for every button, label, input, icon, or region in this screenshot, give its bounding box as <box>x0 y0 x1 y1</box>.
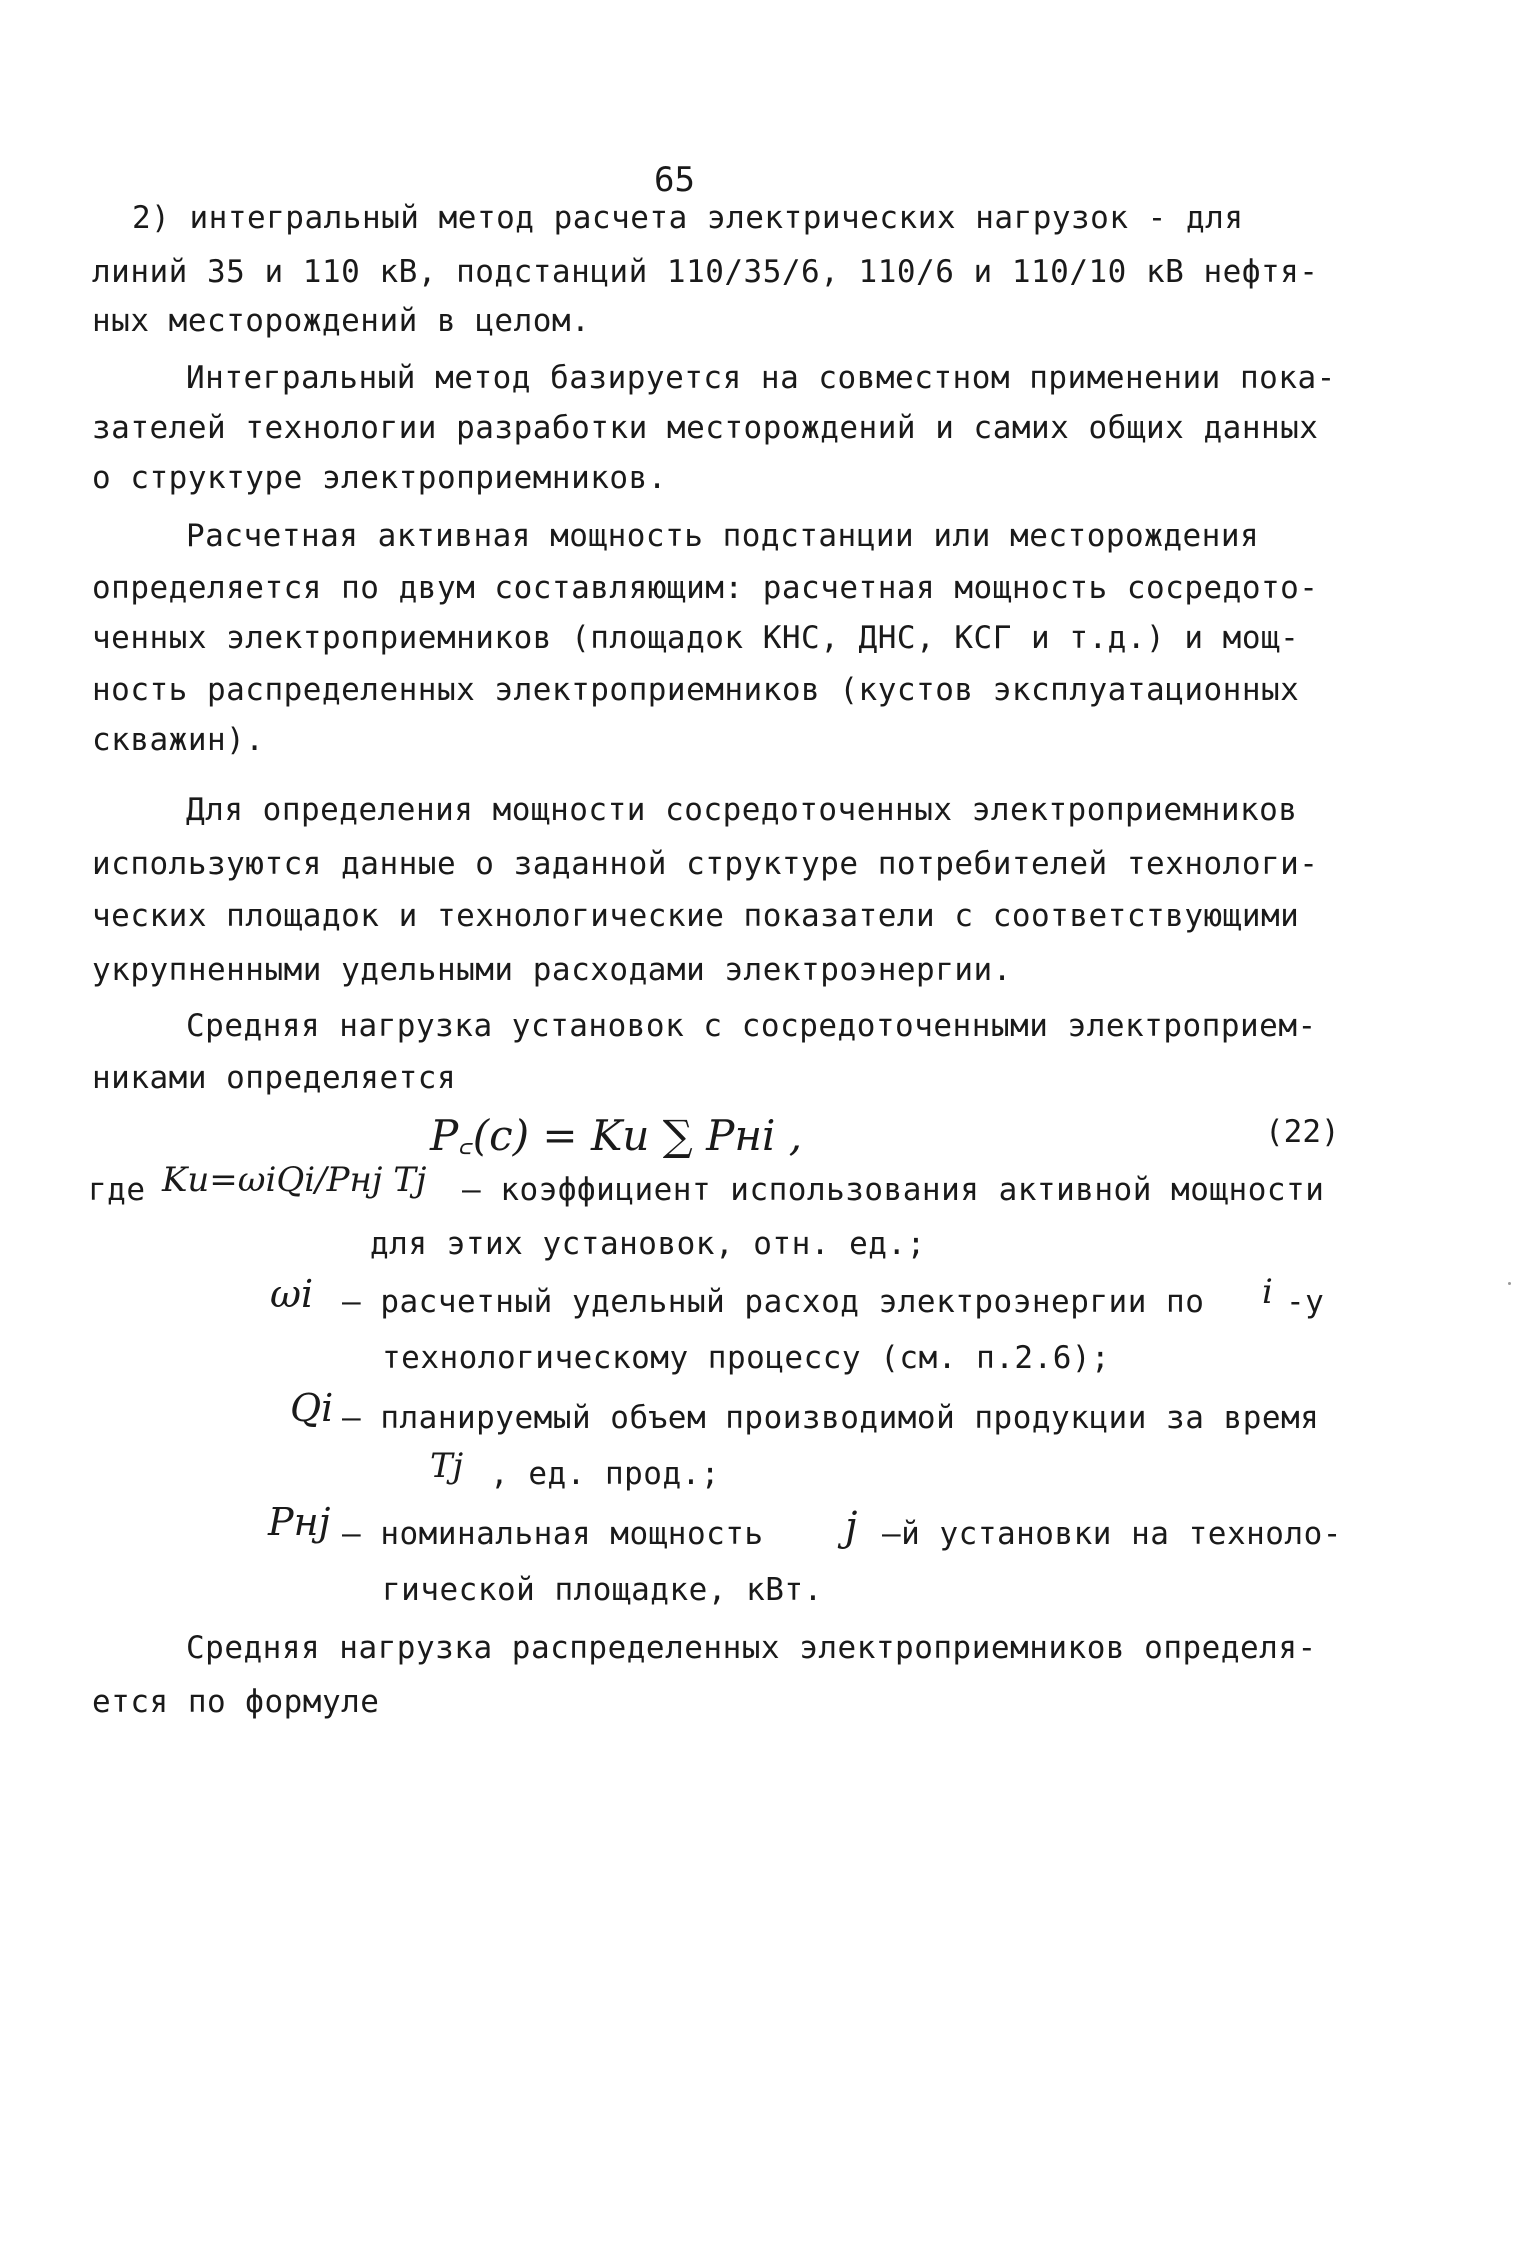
text-line: зателей технологии разработки месторождений и самих общих данных <box>92 410 1319 446</box>
formula-22: P꜀(c) = Kи ∑ Pнi , <box>430 1111 803 1160</box>
text-line: ченных электроприемников (площадок КНС, ДНС, КСГ и т.д.) и мощ- <box>92 620 1300 656</box>
text-line: скважин). <box>92 722 265 758</box>
where-word: где <box>88 1172 146 1208</box>
page-number: 65 <box>654 160 695 200</box>
text-line: -у <box>1286 1284 1325 1320</box>
text-line: –й установки на техноло- <box>882 1516 1342 1552</box>
equation-number: (22) <box>1265 1114 1340 1150</box>
text-line: определяется по двум составляющим: расчетная мощность сосредото- <box>92 570 1319 606</box>
text-line: гической площадке, кВт. <box>382 1572 823 1608</box>
omega-symbol: ωi <box>270 1272 314 1316</box>
text-line: ется по формуле <box>92 1684 380 1720</box>
scan-speck <box>1508 1282 1511 1285</box>
text-line: – планируемый объем производимой продукции за время <box>342 1400 1320 1436</box>
text-line: укрупненными удельными расходами электроэнергии. <box>92 952 1012 988</box>
text-line: используются данные о заданной структуре потребителей технологи- <box>92 846 1319 882</box>
text-line: Средняя нагрузка распределенных электроприемников определя- <box>186 1630 1317 1666</box>
text-line: , ед. прод.; <box>490 1456 720 1492</box>
text-line: Расчетная активная мощность подстанции или месторождения <box>186 518 1260 554</box>
text-line: технологическому процессу (см. п.2.6); <box>382 1340 1111 1376</box>
text-line: ных месторождений в целом. <box>92 303 591 339</box>
text-line: Средняя нагрузка установок с сосредоточенными электроприем- <box>186 1008 1317 1044</box>
text-line: для этих установок, отн. ед.; <box>370 1226 926 1262</box>
text-line: – коэффициент использования активной мощности <box>462 1172 1325 1208</box>
text-line: 2) интегральный метод расчета электрических нагрузок - для <box>132 200 1244 236</box>
p-nominal-symbol: Pнj <box>268 1500 331 1544</box>
k-definition-symbol: Kи=ωiQi/Pнj Tj <box>162 1160 427 1200</box>
text-line: – номинальная мощность <box>342 1516 764 1552</box>
text-line: никами определяется <box>92 1060 457 1096</box>
text-line: линий 35 и 110 кВ, подстанций 110/35/6, 110/6 и 110/10 кВ нефтя- <box>92 254 1319 290</box>
text-line: Для определения мощности сосредоточенных электроприемников <box>186 792 1298 828</box>
text-line: – расчетный удельный расход электроэнергии по <box>342 1284 1205 1320</box>
index-i-symbol: i <box>1262 1272 1273 1312</box>
text-line: Интегральный метод базируется на совместном применении пока- <box>186 360 1336 396</box>
q-symbol: Qi <box>290 1386 334 1430</box>
t-symbol: Tj <box>430 1446 464 1486</box>
index-j-symbol: j <box>845 1504 858 1550</box>
text-line: ность распределенных электроприемников (кустов эксплуатационных <box>92 672 1300 708</box>
text-line: ческих площадок и технологические показатели с соответствующими <box>92 898 1300 934</box>
text-line: о структуре электроприемников. <box>92 460 667 496</box>
